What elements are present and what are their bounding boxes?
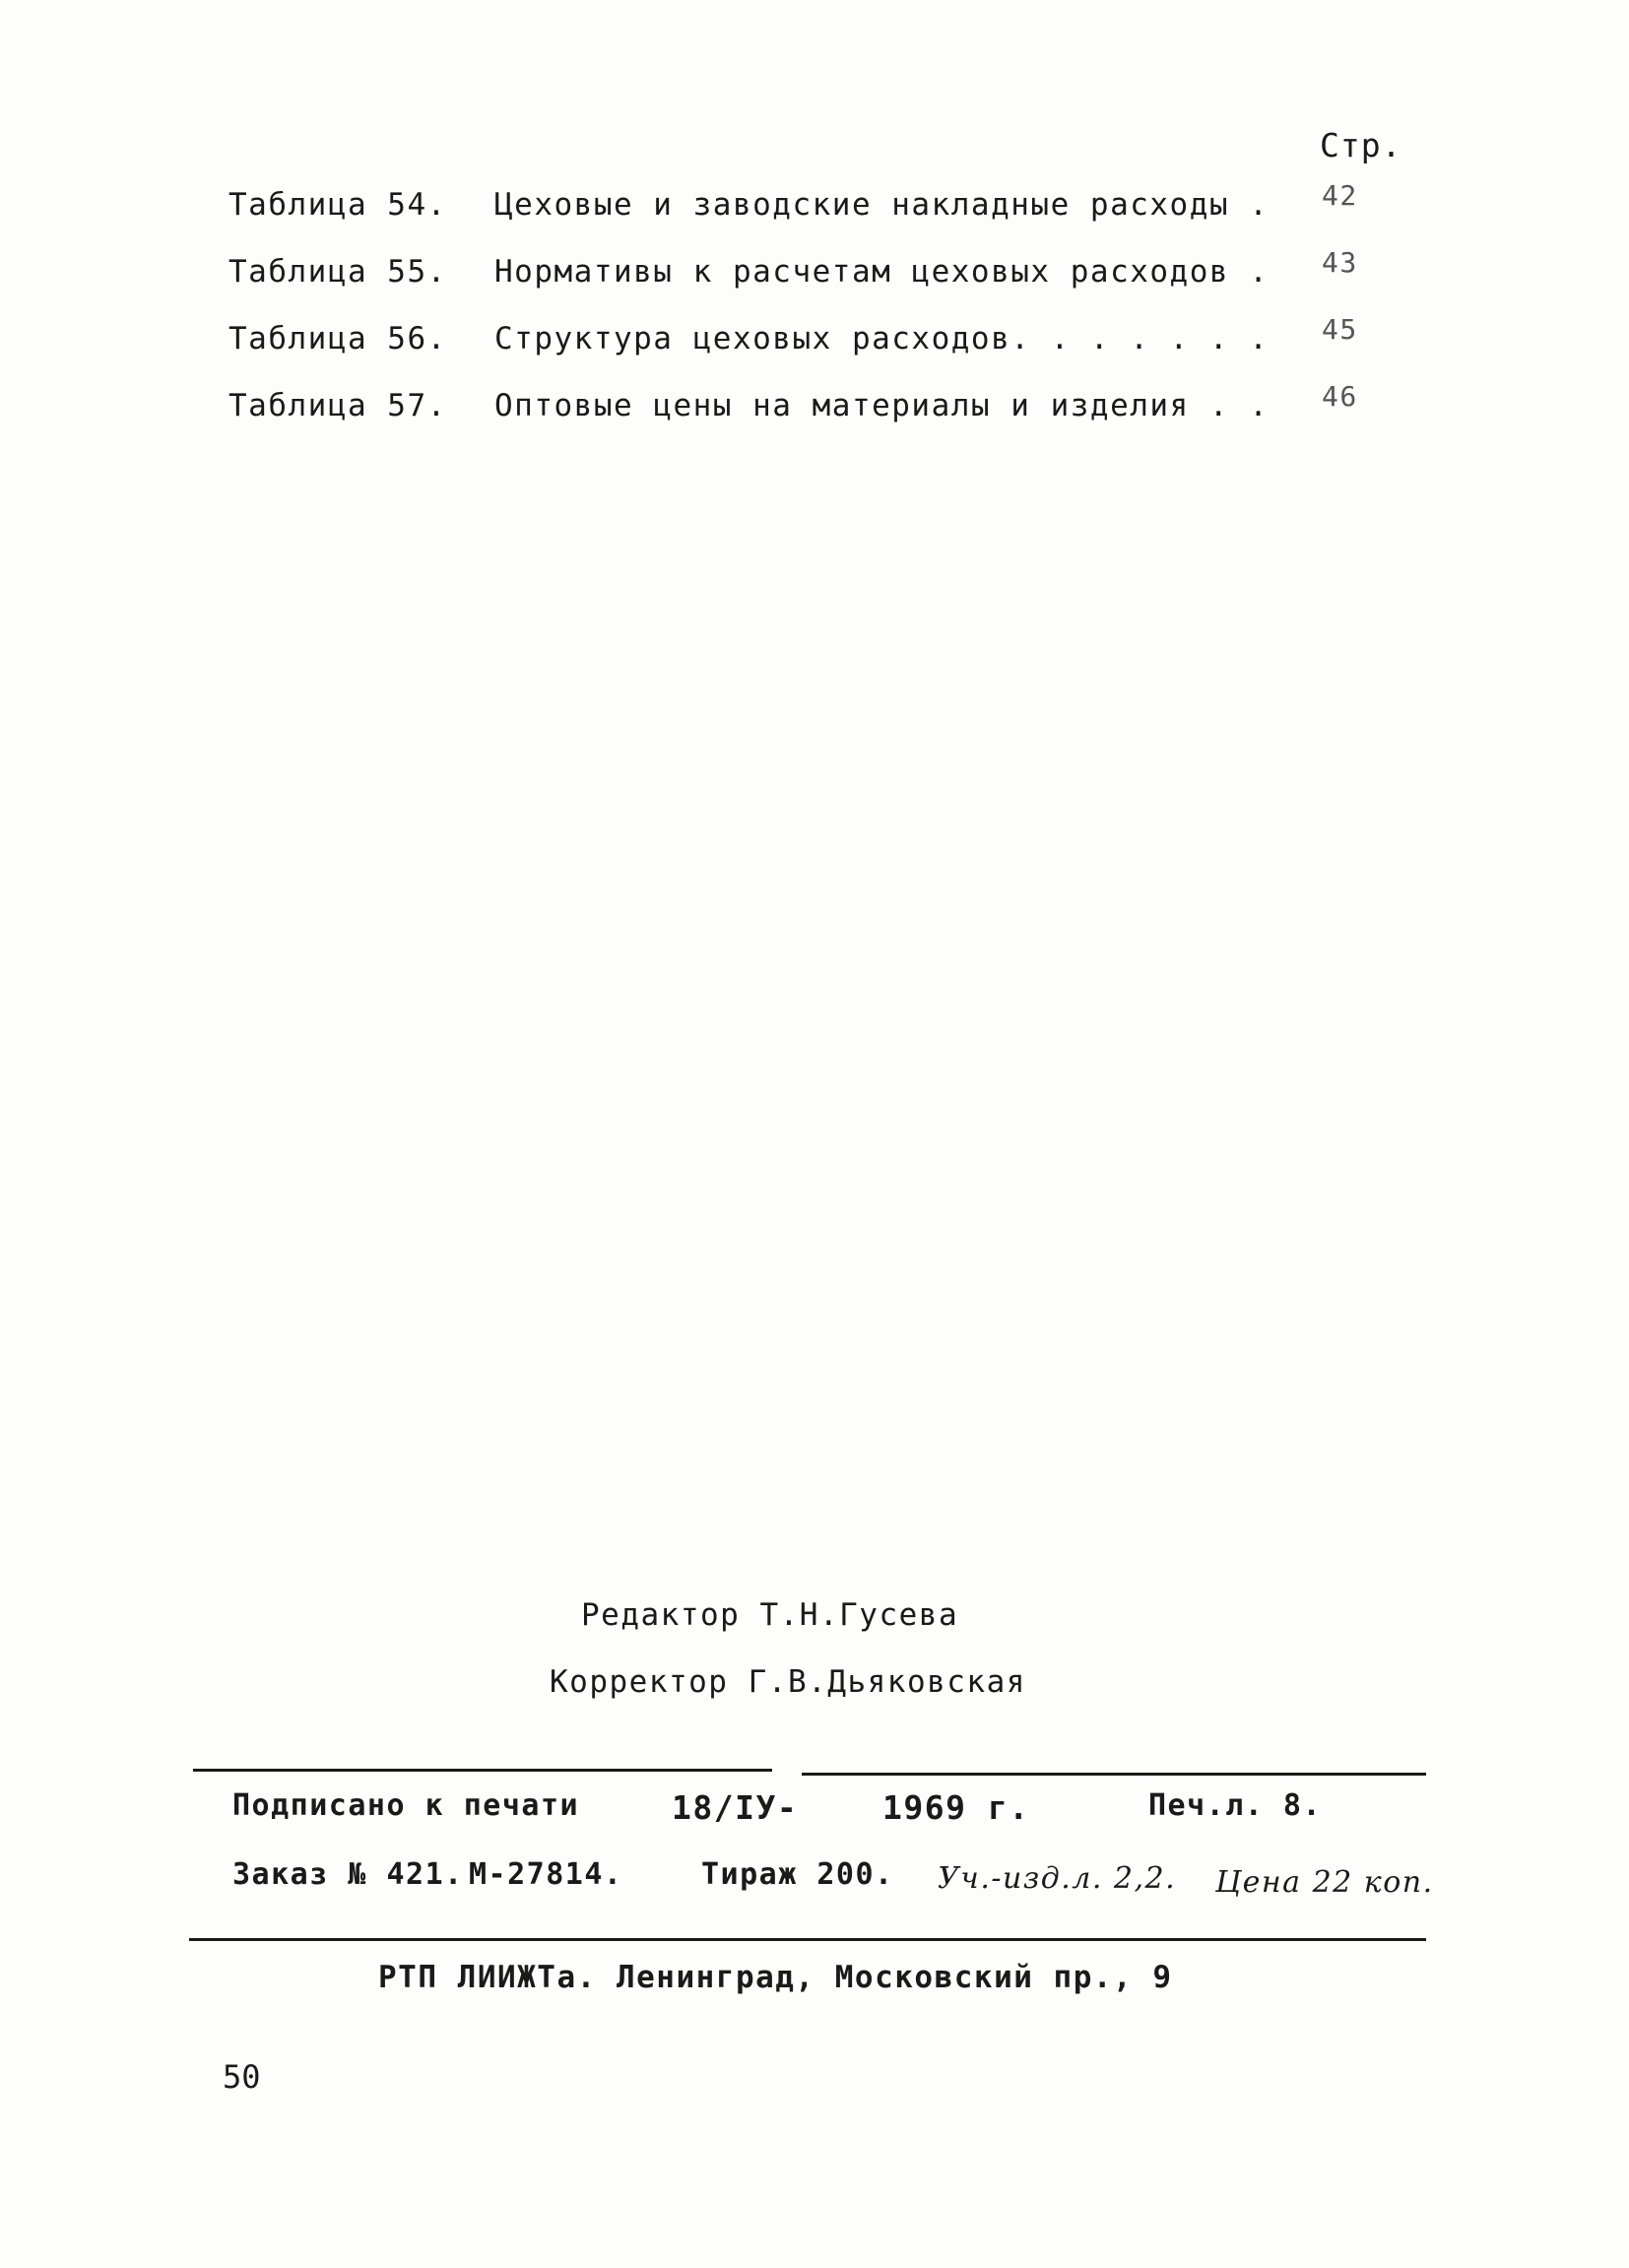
- imprint-code: М-27814.: [469, 1857, 623, 1892]
- imprint-publishing-sheets: Уч.-изд.л. 2,2.: [938, 1861, 1177, 1896]
- toc-row-title: Структура цеховых расходов. . . . . . .: [494, 321, 1270, 356]
- imprint-signed-date: 18/IУ-: [672, 1788, 799, 1827]
- imprint-bottom-rule: [189, 1938, 1426, 1941]
- toc-row: [228, 313, 1410, 388]
- imprint-top-rule-left: [193, 1769, 772, 1772]
- imprint-price: Цена 22 коп.: [1215, 1865, 1434, 1900]
- toc-row-title: Цеховые и заводские накладные расходы .: [494, 187, 1270, 223]
- imprint-signed-label: Подписано к печати: [232, 1788, 580, 1823]
- imprint-top-rule-right: [802, 1773, 1426, 1776]
- page-number: 50: [223, 2058, 261, 2096]
- toc-row: [228, 246, 1410, 321]
- imprint-year: 1969 г.: [882, 1788, 1030, 1827]
- corrector-credit: Корректор Г.В.Дьяковская: [550, 1664, 1026, 1700]
- toc-row: [228, 179, 1410, 254]
- table-of-contents: [228, 179, 1410, 455]
- toc-row-page: 46: [1322, 380, 1358, 413]
- editor-credit: Редактор Т.Н.Гусева: [581, 1597, 959, 1633]
- imprint-circulation: Тираж 200.: [701, 1857, 894, 1892]
- imprint-order: Заказ № 421.: [232, 1857, 464, 1892]
- printer-line: РТП ЛИИЖТа. Ленинград, Московский пр., 9: [378, 1960, 1173, 1995]
- imprint-sheets: Печ.л. 8.: [1148, 1788, 1323, 1823]
- toc-row-label: Таблица 57.: [228, 388, 447, 423]
- toc-row-title: Нормативы к расчетам цеховых расходов .: [494, 254, 1270, 290]
- toc-row: [228, 380, 1410, 455]
- toc-row-page: 45: [1322, 313, 1358, 346]
- toc-row-page: 43: [1322, 246, 1358, 279]
- toc-row-label: Таблица 56.: [228, 321, 447, 356]
- toc-page-column-header: Стр.: [1320, 126, 1402, 164]
- toc-row-label: Таблица 55.: [228, 254, 447, 290]
- toc-row-label: Таблица 54.: [228, 187, 447, 223]
- toc-row-page: 42: [1322, 179, 1358, 212]
- toc-row-title: Оптовые цены на материалы и изделия . .: [494, 388, 1270, 423]
